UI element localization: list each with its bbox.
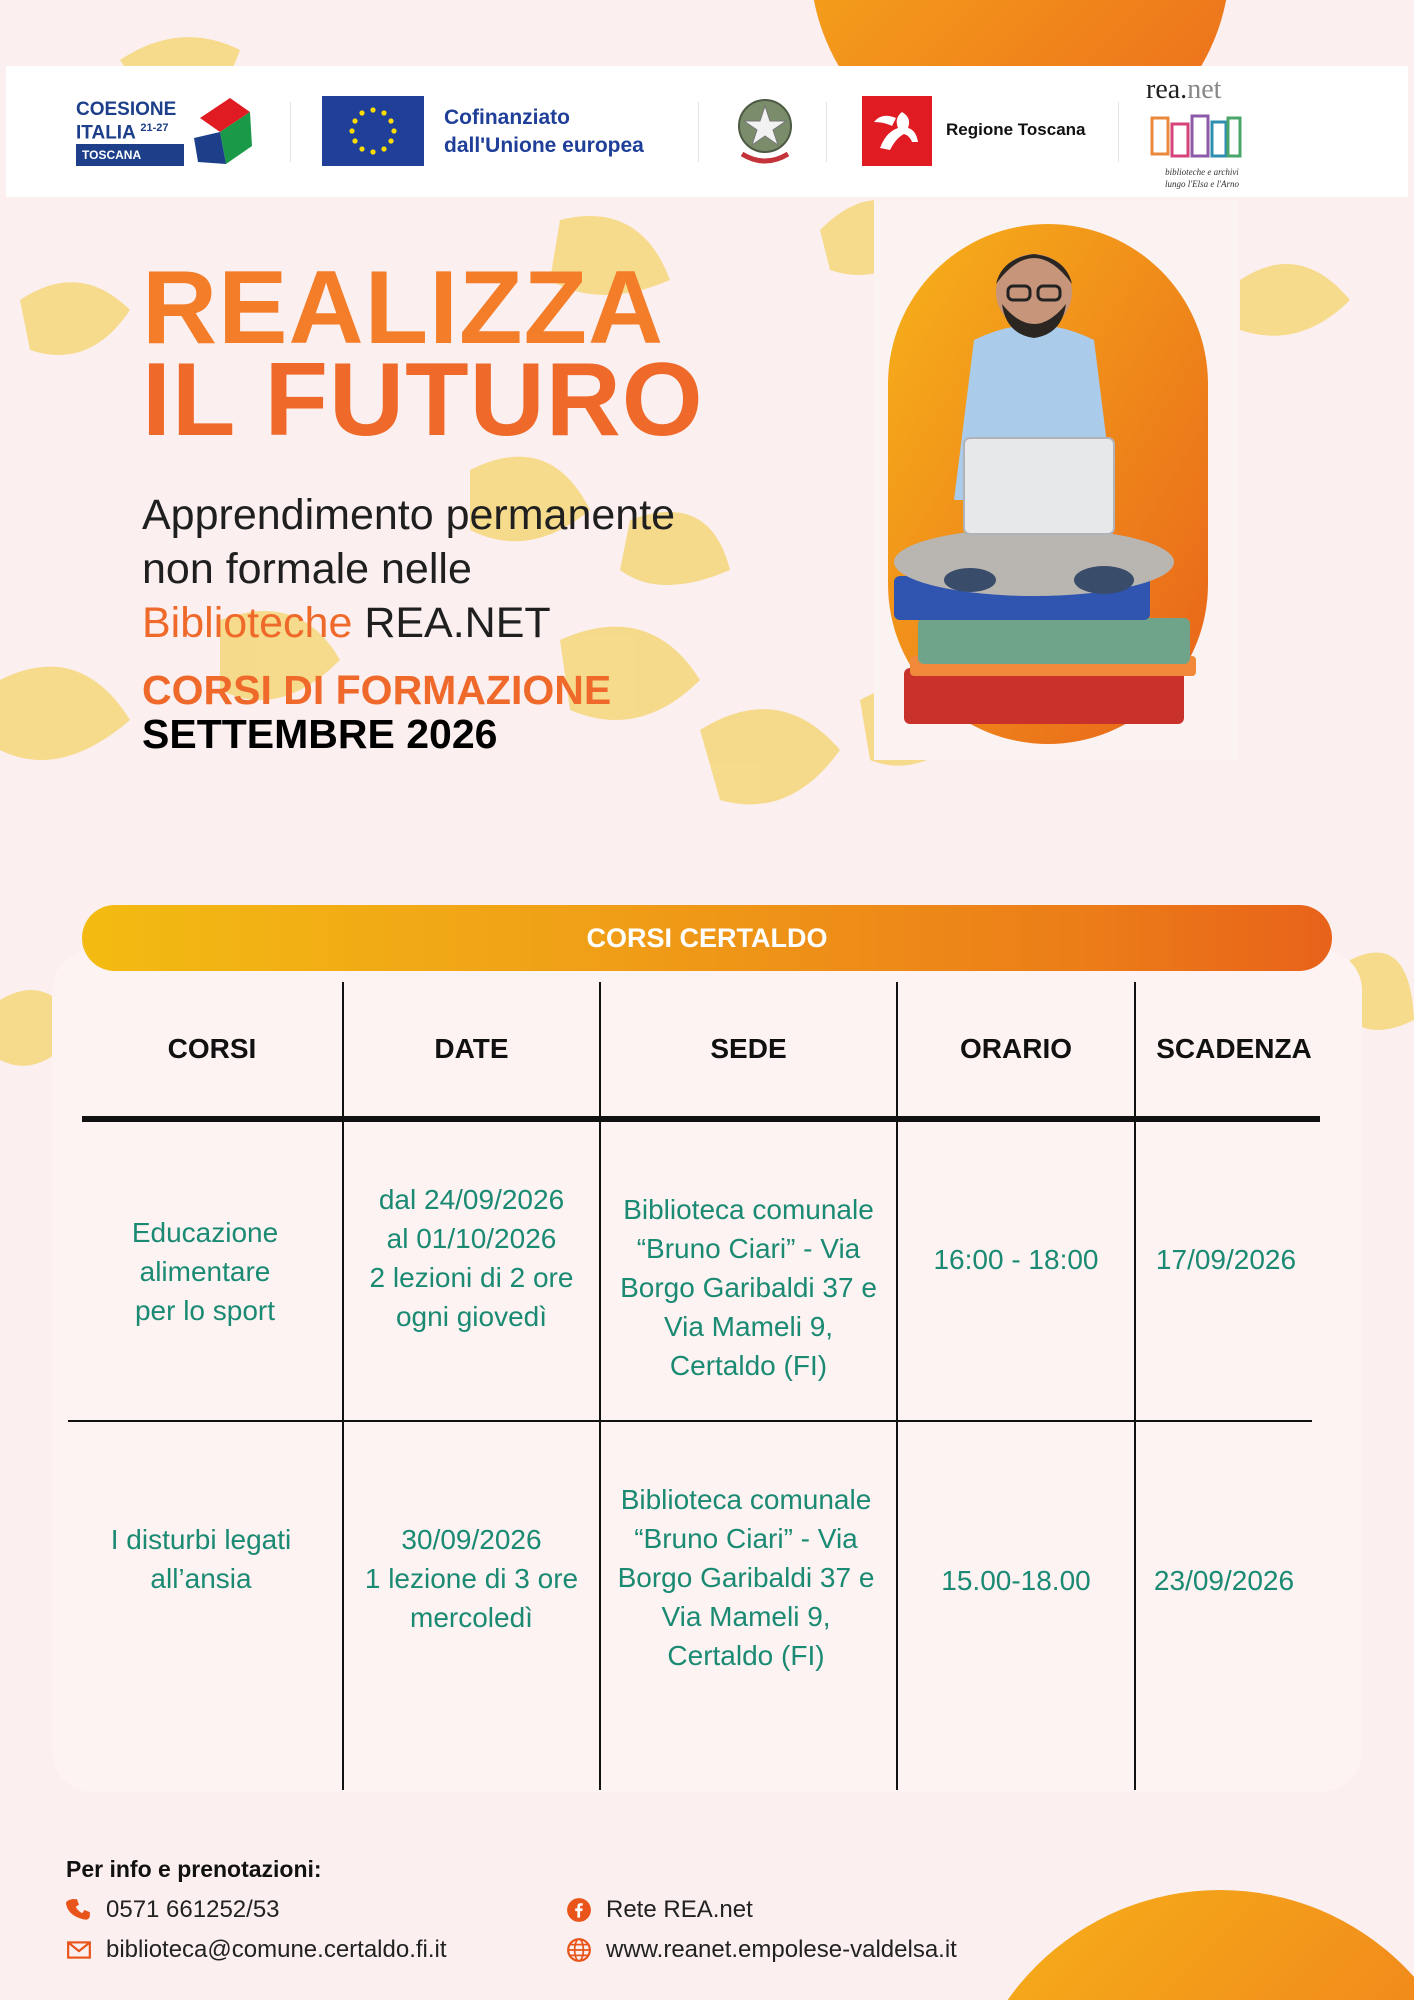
header-date: DATE: [434, 1033, 509, 1064]
row1-scadenza: 17/09/2026: [1155, 1243, 1297, 1275]
hero-title-line1: REALIZZA: [142, 250, 665, 366]
header-orario: ORARIO: [960, 1033, 1072, 1064]
website-link[interactable]: [566, 1936, 957, 1964]
mail-icon: [66, 1937, 92, 1963]
table-banner: CORSI CERTALDO: [82, 905, 1332, 971]
separator: [290, 102, 291, 162]
email-text: biblioteca@comune.certaldo.fi.it: [106, 1936, 447, 1963]
header-sede: SEDE: [710, 1033, 787, 1064]
logo-bar: [6, 66, 1408, 197]
regione-toscana-logo: Regione Toscana: [862, 96, 1122, 166]
reanet-logo: rea.net biblioteche e archivi lungo l'Elsa e l'Arno: [1136, 72, 1256, 192]
row2-date: 30/09/2026 1 lezione di 3 ore mercoledì: [364, 1523, 579, 1633]
email-contact[interactable]: [66, 1936, 447, 1964]
courses-label: CORSI DI FORMAZIONE: [142, 667, 612, 713]
eu-logo-line1: Cofinanziato: [444, 106, 570, 129]
courses-date: SETTEMBRE 2026: [142, 711, 498, 757]
info-title: Per info e prenotazioni:: [66, 1856, 322, 1882]
facebook-icon: [566, 1897, 592, 1923]
hero-subtitle: Apprendimento permanente non formale nelle Biblioteche REA.NET: [142, 491, 676, 647]
header-scadenza: SCADENZA: [1156, 1033, 1312, 1064]
row1-date: dal 24/09/2026 al 01/10/2026 2 lezioni di 2 ore ogni giovedì: [369, 1184, 574, 1332]
phone-icon: [66, 1897, 92, 1923]
books-logo-icon: [1150, 112, 1242, 162]
website-text: www.reanet.empolese-valdelsa.it: [606, 1936, 957, 1963]
courses-heading: [142, 668, 611, 756]
facebook-text: Rete REA.net: [606, 1896, 753, 1923]
row2-scadenza: 23/09/2026: [1153, 1564, 1295, 1596]
globe-icon: [566, 1937, 592, 1963]
separator: [698, 102, 699, 162]
separator: [1118, 102, 1119, 162]
phone-contact[interactable]: [66, 1896, 280, 1924]
row2-corso: I disturbi legati all’ansia: [110, 1524, 292, 1594]
row1-sede: Biblioteca comunale “Bruno Ciari” - Via Borgo Garibaldi 37 e Via Mameli 9, Certaldo (FI): [620, 1193, 877, 1381]
separator: [826, 102, 827, 162]
facebook-link[interactable]: [566, 1896, 753, 1924]
eu-cofinanziato-logo: [322, 96, 682, 168]
row2-orario: 15.00-18.00: [941, 1564, 1091, 1596]
man-with-laptop-on-books-illustration: [874, 200, 1238, 760]
eu-flag-icon: [322, 96, 424, 166]
row1-corso: Educazione alimentare per lo sport: [131, 1216, 279, 1326]
row1-orario: 16:00 - 18:00: [933, 1243, 1099, 1275]
header-corsi: CORSI: [167, 1033, 257, 1064]
hero-title: [142, 250, 704, 458]
phone-text: 0571 661252/53: [106, 1896, 280, 1923]
coesione-arrow-icon: [190, 98, 260, 166]
coesione-italia-logo: COESIONE ITALIA $^{21-27}$ TOSCANA: [70, 94, 260, 164]
pegasus-icon: [862, 96, 932, 166]
eu-logo-line2: dall'Unione europea: [444, 134, 644, 157]
row2-sede: Biblioteca comunale “Bruno Ciari” - Via Borgo Garibaldi 37 e Via Mameli 9, Certaldo (FI): [617, 1483, 875, 1671]
hero-title-line2: IL FUTURO: [142, 342, 704, 458]
italian-republic-emblem-icon: [732, 94, 798, 166]
